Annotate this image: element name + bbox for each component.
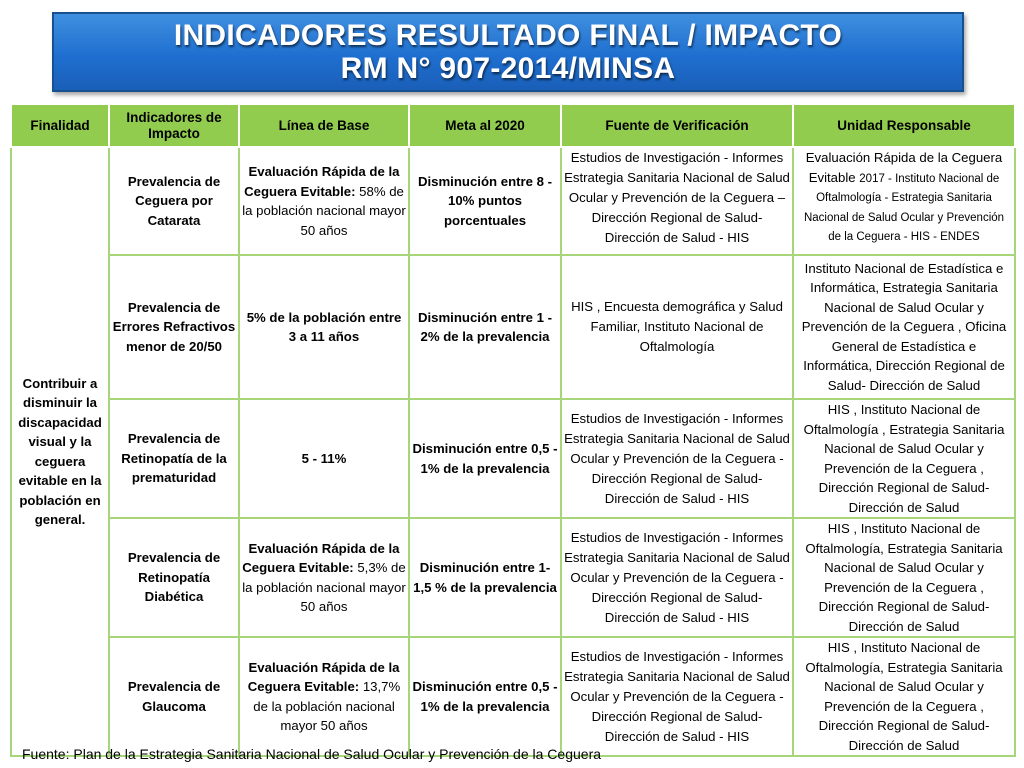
linea-base-cell: 5 - 11%	[239, 399, 409, 518]
table-row	[11, 637, 1015, 756]
table-header-row	[11, 104, 1015, 147]
meta-cell: Disminución entre 0,5 - 1% de la prevalencia	[409, 637, 561, 756]
indicador-cell: Prevalencia de Retinopatía de la prematuridad	[109, 399, 239, 518]
linea-base-value: 13,7% de la población nacional mayor 50 años	[253, 679, 401, 733]
linea-base-value: 5,3% de la población nacional mayor 50 años	[242, 560, 406, 614]
meta-cell: Disminución entre 8 - 10% puntos porcentuales	[409, 147, 561, 255]
meta-cell: Disminución entre 0,5 - 1% de la prevalencia	[409, 399, 561, 518]
linea-base-cell	[239, 637, 409, 756]
linea-base-cell	[239, 518, 409, 637]
indicador-cell: Prevalencia de Glaucoma	[109, 637, 239, 756]
linea-base-label: Evaluación Rápida de la Ceguera Evitable:	[247, 659, 400, 694]
header-meta: Meta al 2020	[409, 104, 561, 147]
table-row	[11, 399, 1015, 518]
indicador-cell: Prevalencia de Errores Refractivos menor de 20/50	[109, 255, 239, 399]
indicador-cell: Prevalencia de Ceguera por Catarata	[109, 147, 239, 255]
meta-cell: Disminución entre 1 - 2% de la prevalencia	[409, 255, 561, 399]
title-line-2: RM N° 907-2014/MINSA	[340, 52, 676, 85]
indicators-table	[10, 103, 1016, 757]
fuente-cell: HIS , Encuesta demográfica y Salud Familiar, Instituto Nacional de Oftalmología	[561, 255, 793, 399]
table-row	[11, 518, 1015, 637]
header-unidad: Unidad Responsable	[793, 104, 1015, 147]
unidad-cell: HIS , Instituto Nacional de Oftalmología, Estrategia Sanitaria Nacional de Salud Ocular y Prevención de la Ceguera , Dirección Regional de Salud- Dirección de Salud	[793, 518, 1015, 637]
indicador-cell: Prevalencia de Retinopatía Diabética	[109, 518, 239, 637]
finalidad-cell: Contribuir a disminuir la discapacidad visual y la ceguera evitable en la población en general.	[11, 147, 109, 756]
table-row	[11, 255, 1015, 399]
unidad-cell: HIS , Instituto Nacional de Oftalmología , Estrategia Sanitaria Nacional de Salud Ocular y Prevención de la Ceguera , Dirección Regional de Salud- Dirección de Salud	[793, 399, 1015, 518]
header-linea-base: Línea de Base	[239, 104, 409, 147]
header-indicadores: Indicadores de Impacto	[109, 104, 239, 147]
table-row	[11, 147, 1015, 255]
source-footnote: Fuente: Plan de la Estrategia Sanitaria Nacional de Salud Ocular y Prevención de la Ceguera	[22, 746, 602, 762]
header-fuente: Fuente de Verificación	[561, 104, 793, 147]
meta-cell: Disminución entre 1- 1,5 % de la prevalencia	[409, 518, 561, 637]
unidad-text-a: Evaluación Rápida de la Ceguera Evitable	[805, 150, 1003, 185]
linea-base-value: 58% de la población nacional mayor 50 años	[242, 183, 406, 238]
fuente-cell: Estudios de Investigación - Informes Estrategia Sanitaria Nacional de Salud Ocular y Prevención de la Ceguera – Dirección Regional de Salud- Dirección de Salud - HIS	[561, 147, 793, 255]
unidad-cell	[793, 147, 1015, 255]
unidad-cell: HIS , Instituto Nacional de Oftalmología, Estrategia Sanitaria Nacional de Salud Ocular y Prevención de la Ceguera , Dirección Regional de Salud- Dirección de Salud	[793, 637, 1015, 756]
fuente-cell: Estudios de Investigación - Informes Estrategia Sanitaria Nacional de Salud Ocular y Prevención de la Ceguera - Dirección Regional de Salud- Dirección de Salud - HIS	[561, 399, 793, 518]
unidad-text-b: 2017 - Instituto Nacional de Oftalmología - Estrategia Sanitaria Nacional de Salud Ocular y Prevención de la Ceguera - HIS - ENDES	[803, 172, 1005, 243]
title-banner	[52, 12, 964, 92]
linea-base-cell	[239, 147, 409, 255]
fuente-cell: Estudios de Investigación - Informes Estrategia Sanitaria Nacional de Salud Ocular y Prevención de la Ceguera - Dirección Regional de Salud- Dirección de Salud - HIS	[561, 637, 793, 756]
linea-base-label: Evaluación Rápida de la Ceguera Evitable:	[242, 540, 400, 575]
fuente-cell: Estudios de Investigación - Informes Estrategia Sanitaria Nacional de Salud Ocular y Prevención de la Ceguera - Dirección Regional de Salud- Dirección de Salud - HIS	[561, 518, 793, 637]
unidad-cell: Instituto Nacional de Estadística e Informática, Estrategia Sanitaria Nacional de Salud Ocular y Prevención de la Ceguera , Oficina General de Estadística e Informática, Dirección Regional de Salud- Dirección de Salud	[793, 255, 1015, 399]
linea-base-cell: 5% de la población entre 3 a 11 años	[239, 255, 409, 399]
header-finalidad: Finalidad	[11, 104, 109, 147]
title-line-1: INDICADORES RESULTADO FINAL / IMPACTO	[173, 19, 843, 52]
linea-base-label: Evaluación Rápida de la Ceguera Evitable:	[244, 164, 400, 199]
